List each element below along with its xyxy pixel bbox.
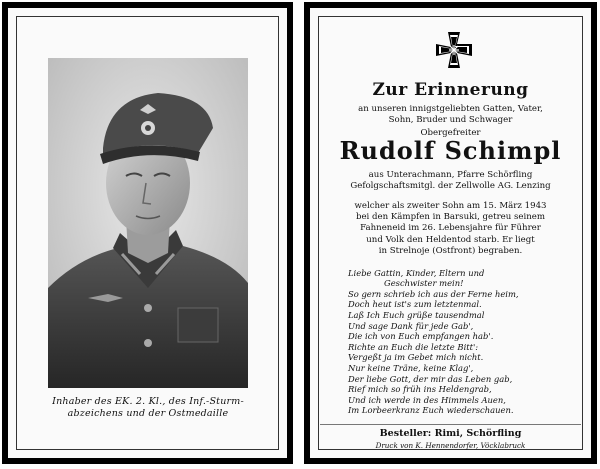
poem-line: Und ich werde in des Himmels Auen, (348, 394, 506, 405)
poem-line: Laß Ich Euch grüße tausendmal (348, 310, 485, 321)
intro-line-1: an unseren innigstgeliebten Gatten, Vater, (358, 104, 543, 114)
poem-line: So gern schrieb ich aus der Ferne heim, (348, 288, 519, 299)
farewell-poem (320, 268, 581, 416)
poem-line: Der liebe Gott, der mir das Leben gab, (348, 373, 513, 384)
portrait-caption (28, 396, 268, 420)
origin-line-1: aus Unterachmann, Pfarre Schörfling (368, 169, 533, 180)
poem-line: Und sage Dank für jede Gab', (348, 320, 474, 331)
deceased-name: Rudolf Schimpl (339, 135, 562, 165)
memorial-title: Zur Erinnerung (372, 80, 529, 100)
soldier-portrait-photo (48, 58, 248, 388)
death-line: Fahneneid im 26. Lebensjahre für Führer (360, 223, 541, 234)
death-line: welcher als zweiter Sohn am 15. März 1943 (354, 200, 547, 211)
intro-line-2: Sohn, Bruder und Schwager (388, 115, 513, 126)
poem-line: Geschwister mein! (384, 278, 464, 289)
death-line: und Volk den Heldentod starb. Er liegt (366, 234, 535, 245)
memorial-text (320, 76, 581, 450)
printer: Druck von K. Hennendorfer, Vöcklabruck (375, 440, 526, 450)
poem-line: Die ich von Euch empfangen hab'. (348, 331, 494, 342)
death-notice (320, 201, 581, 258)
publisher: Besteller: Rimi, Schörfling (320, 424, 581, 439)
death-line: in Strelnoje (Ostfront) begraben. (378, 246, 523, 257)
poem-line: Doch heut ist's zum letztenmal. (348, 299, 482, 310)
origin-line-2: Gefolgschaftsmitgl. der Zellwolle AG. Lenzing (350, 181, 551, 192)
poem-line: Im Lorbeerkranz Euch wiederschauen. (348, 405, 514, 416)
poem-line: Richte an Euch die letzte Bitt': (348, 341, 479, 352)
soldier-portrait-image (48, 58, 248, 388)
poem-line: Liebe Gattin, Kinder, Eltern und (348, 267, 485, 278)
rank: Obergefreiter (420, 127, 481, 138)
poem-line: Vergeßt ja im Gebet mich nicht. (348, 352, 484, 363)
death-line: bei den Kämpfen in Barsuki, getreu seinem (355, 212, 546, 223)
caption-line-2: abzeichens und der Ostmedaille (67, 408, 229, 419)
memorial-text-card (304, 2, 597, 464)
poem-line: Rief mich so früh ins Heldengrab, (348, 384, 492, 395)
portrait-card (2, 2, 293, 464)
iron-cross-icon (434, 30, 474, 70)
poem-line: Nur keine Träne, keine Klag', (348, 363, 474, 373)
caption-line-1: Inhaber des EK. 2. Kl., des Inf.-Sturm- (52, 396, 244, 407)
